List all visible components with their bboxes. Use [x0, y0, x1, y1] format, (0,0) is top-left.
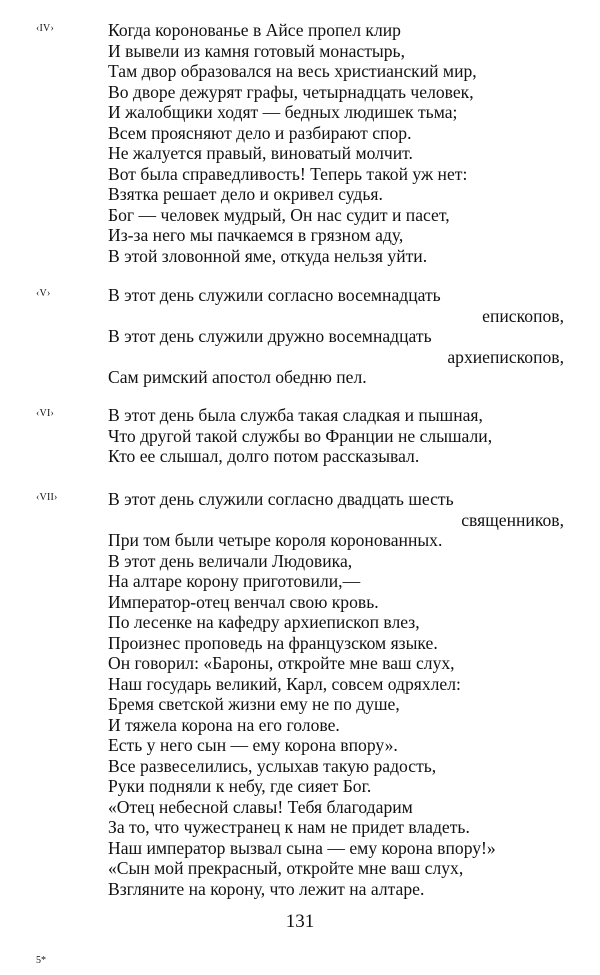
- verse-line: В этой зловонной яме, откуда нельзя уйти.: [108, 245, 428, 266]
- verse-line: В этот день служили согласно восемнадцать: [108, 285, 441, 305]
- verse-line: Руки подняли к небу, где сияет Бог.: [108, 776, 372, 796]
- verse-line: «Сын мой прекрасный, откройте мне ваш слух,: [108, 858, 464, 878]
- verse-line: Не жалуется правый, виноватый молчит.: [108, 143, 413, 163]
- verse-line: На алтаре корону приготовили,—: [108, 571, 361, 591]
- verse-line: Из-за него мы пачкаемся в грязном аду,: [108, 225, 404, 245]
- verse-line: И жалобщики ходят — бедных людишек тьма;: [108, 102, 458, 122]
- stanza-marker: ‹IV›: [36, 23, 55, 34]
- verse-line: Он говорил: «Бароны, откройте мне ваш слух,: [108, 653, 455, 673]
- verse-line: Взгляните на корону, что лежит на алтаре.: [108, 878, 425, 899]
- verse-line: Всем проясняют дело и разбирают спор.: [108, 122, 412, 143]
- verse-line: В этот день служили дружно восемнадцать: [108, 326, 432, 346]
- verse-line: Все развеселились, услыхав такую радость,: [108, 755, 437, 776]
- verse-line: Во дворе дежурят графы, четырнадцать человек,: [108, 81, 474, 102]
- verse-line: В этот день величали Людовика,: [108, 550, 353, 571]
- verse-line: Произнес проповедь на французском языке.: [108, 632, 438, 653]
- printer-signature-mark: 5*: [36, 955, 46, 966]
- verse-line: Что другой такой службы во Франции не слышали,: [108, 425, 493, 446]
- verse-line: Наш император вызвал сына — ему корона впору!»: [108, 837, 496, 858]
- page-number: 131: [285, 911, 315, 932]
- stanza-marker: ‹VII›: [36, 492, 58, 503]
- verse-line: Взятка решает дело и окривел судья.: [108, 184, 383, 204]
- verse-line: Там двор образовался на весь христианский мир,: [108, 61, 477, 81]
- verse-line: И тяжела корона на его голове.: [108, 714, 340, 735]
- verse-line: И вывели из камня готовый монастырь,: [108, 40, 405, 61]
- verse-lines: [108, 489, 564, 899]
- verse-line: За то, что чужестранец к нам не придет владеть.: [108, 817, 470, 837]
- verse-lines: [108, 285, 564, 388]
- verse-line: Кто ее слышал, долго потом рассказывал.: [108, 446, 420, 466]
- verse-line: В этот день была служба такая сладкая и пышная,: [108, 405, 483, 425]
- verse-line: Вот была справедливость! Теперь такой уж нет:: [108, 163, 468, 184]
- verse-line: Бог — человек мудрый, Он нас судит и пасет,: [108, 204, 450, 225]
- verse-line: «Отец небесной славы! Тебя благодарим: [108, 796, 413, 817]
- verse-line: Когда коронованье в Айсе пропел клир: [108, 20, 401, 40]
- verse-line-continuation: епископов,: [482, 305, 564, 326]
- verse-line: Бремя светской жизни ему не по душе,: [108, 694, 400, 714]
- verse-line: По лесенке на кафедру архиепископ влез,: [108, 612, 420, 632]
- verse-line: Есть у него сын — ему корона впору».: [108, 735, 398, 755]
- verse-line: При том были четыре короля коронованных.: [108, 530, 443, 550]
- stanza-marker: ‹VI›: [36, 408, 55, 419]
- verse-line-continuation: архиепископов,: [447, 346, 564, 367]
- verse-line: В этот день служили согласно двадцать шесть: [108, 489, 454, 509]
- verse-lines: [108, 20, 564, 266]
- verse-line: Сам римский апостол обедню пел.: [108, 367, 367, 387]
- verse-lines: [108, 405, 564, 467]
- verse-line: Наш государь великий, Карл, совсем одряхлел:: [108, 673, 461, 694]
- verse-line-continuation: священников,: [461, 509, 564, 530]
- verse-line: Император-отец венчал свою кровь.: [108, 591, 379, 612]
- stanza-marker: ‹V›: [36, 288, 51, 299]
